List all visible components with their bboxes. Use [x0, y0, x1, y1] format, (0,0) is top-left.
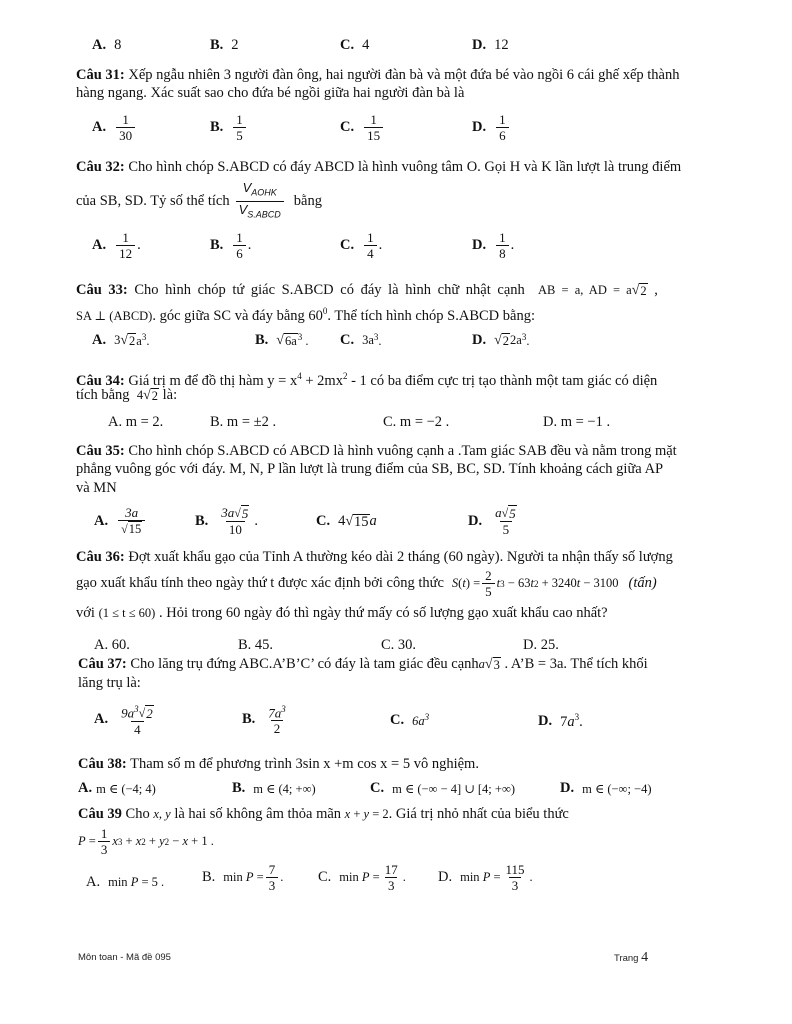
q36-option-a: A. 60.: [94, 637, 130, 653]
q34-option-b: B. m = ±2 .: [210, 414, 277, 430]
q39-stem-line1: Câu 39 Cho x, y là hai số không âm thỏa mãn x + y = 2. Giá trị nhỏ nhất của biểu thức: [78, 806, 569, 822]
q36-option-d: D. 25.: [523, 637, 559, 653]
q33-option-d: D. √ 2 2a $^3$.: [472, 332, 530, 349]
q36-option-b: B. 45.: [238, 637, 274, 653]
q32-stem-line2: của SB, SD. Tỷ số thể tích $\frac{V_{AOHK}}{V_{S.ABCD}}$ bằng: [76, 180, 322, 222]
q34-option-a: A. m = 2.: [108, 414, 164, 430]
q33-option-c: C. 3a $^3$.: [340, 332, 382, 349]
q31-stem-line2: hàng ngang. Xác suất sao cho đứa bé ngồi giữa hai người đàn bà là: [76, 85, 465, 101]
q35-stem-line2: phẳng vuông góc với đáy. M, N, P lần lượt là trung điểm của SB, BC, SD. Tính khoảng cách giữa AP: [76, 461, 664, 477]
q35-stem-line3: và MN: [76, 480, 117, 496]
q31-option-b: B. $\frac{1}{5}$: [210, 112, 248, 143]
q35-option-c: C. 4 √ 15 a: [316, 513, 377, 530]
q37-stem-line1: Câu 37: Cho lăng trụ đứng ABC.A’B’C’ có đáy là tam giác đều cạnha √ 3 . A’B = 3a. Thể tích khối: [78, 656, 648, 672]
q34-option-d: D. m = −1 .: [543, 414, 611, 430]
footer-page-number: Trang 4: [614, 950, 649, 965]
q32-option-a: A. $\frac{1}{12}$ .: [92, 230, 141, 261]
q37-option-a: A. $9a^3$ √ 2 4: [94, 704, 153, 738]
q35-option-d: D. a √ 5 5: [468, 505, 516, 537]
q38-option-c: C. m ∈ (−∞ − 4] ∪ [4; +∞): [370, 780, 516, 796]
q32-stem-line1: Câu 32: Cho hình chóp S.ABCD có đáy ABCD là hình vuông tâm O. Gọi H và K lần lượt là trung điểm: [76, 159, 682, 175]
footer-exam-code: Môn toan - Mã đề 095: [78, 952, 171, 963]
q35-option-a: A. 3a √ 15: [94, 505, 147, 537]
q35-option-b: B. 3a √ 5 10 .: [195, 505, 259, 537]
q32-option-d: D. $\frac{1}{8}$ .: [472, 230, 515, 261]
q38-option-b: B. m ∈ (4; +∞): [232, 780, 316, 796]
q33-option-a: A. 3 √ 2 $a^3$.: [92, 332, 150, 349]
q39-expression: P = $\frac{1}{3}$ x 3 + x 2 + y 2 − x + 1 .: [78, 826, 214, 857]
q34-stem-line2: tích bằng 4 √ 2 là:: [76, 387, 178, 403]
q33-stem-line2: SA ⊥ (ABCD). góc giữa SC và đáy bằng $60^0$. Thể tích hình chóp S.ABCD bằng:: [76, 306, 535, 324]
q38-option-a: A. m ∈ (−4; 4): [78, 780, 156, 796]
q37-option-b: B. $\frac{7a^3}{2}$: [242, 704, 286, 737]
q37-option-c: C. $6a^3$: [390, 712, 430, 729]
q36-stem-line2: gạo xuất khẩu tính theo ngày thứ t được xác định bởi công thức S ( t ) = $\frac{2}{5}$ t 3 − 63 t 2 + 3240 t − 3100 (tấn): [76, 568, 657, 599]
q31-option-d: D. $\frac{1}{6}$: [472, 112, 511, 143]
q33-stem-line1: Câu 33: Cho hình chóp tứ giác S.ABCD có đáy là hình chữ nhật cạnh AB = a, AD = a √ 2 ,: [76, 282, 658, 298]
q39-option-d: D. min P = $\frac{115}{3}$ .: [438, 862, 533, 893]
q35-stem-line1: Câu 35: Cho hình chóp S.ABCD có ABCD là hình vuông cạnh a .Tam giác SAB đều và nằm trong mặt: [76, 443, 677, 459]
q36-option-c: C. 30.: [381, 637, 417, 653]
q38-option-d: D. m ∈ (−∞; −4): [560, 780, 652, 796]
q32-volume-ratio: $\frac{V_{AOHK}}{V_{S.ABCD}}$: [236, 180, 284, 222]
q34-stem-line1: Câu 34: Giá trị m để đồ thị hàm $y = x^4 + 2mx^2 - 1$ có ba điểm cực trị tạo thành một tam giác có diện: [76, 371, 658, 389]
q31-stem-line1: Câu 31: Xếp ngẫu nhiên 3 người đàn ông, hai người đàn bà và một đứa bé vào ngồi 6 cái ghế xếp thành: [76, 67, 680, 83]
q32-option-c: C. $\frac{1}{4}$ .: [340, 230, 383, 261]
q32-option-b: B. $\frac{1}{6}$ .: [210, 230, 252, 261]
q37-stem-line2: lăng trụ là:: [78, 675, 141, 691]
q30-option-d: D. 12: [472, 37, 509, 53]
q36-stem-line3: với (1 ≤ t ≤ 60) . Hỏi trong 60 ngày đó thì ngày thứ mấy có số lượng gạo xuất khẩu cao nhất?: [76, 605, 608, 621]
q36-stem-line1: Câu 36: Đợt xuất khẩu gạo của Tỉnh A thường kéo dài 2 tháng (60 ngày). Người ta nhận thấy số lượng: [76, 549, 673, 565]
q33-option-b: B. √ 6a $^3$ .: [255, 332, 309, 349]
q34-option-c: C. m = −2 .: [383, 414, 450, 430]
q30-option-b: B. 2: [210, 37, 239, 53]
q39-option-c: C. min P = $\frac{17}{3}$ .: [318, 862, 406, 893]
q38-stem: Câu 38: Tham số m để phương trình 3sin x +m cos x = 5 vô nghiệm.: [78, 756, 479, 772]
q30-option-c: C. 4: [340, 37, 370, 53]
q37-option-d: D. $7a^3$.: [538, 712, 583, 730]
q39-option-a: A. min P = 5 .: [86, 874, 165, 890]
q31-option-c: C. $\frac{1}{15}$: [340, 112, 385, 143]
q30-option-a: A. 8: [92, 37, 122, 53]
q39-option-b: B. min P = $\frac{7}{3}$ .: [202, 862, 284, 893]
q31-option-a: A. $\frac{1}{30}$: [92, 112, 137, 143]
